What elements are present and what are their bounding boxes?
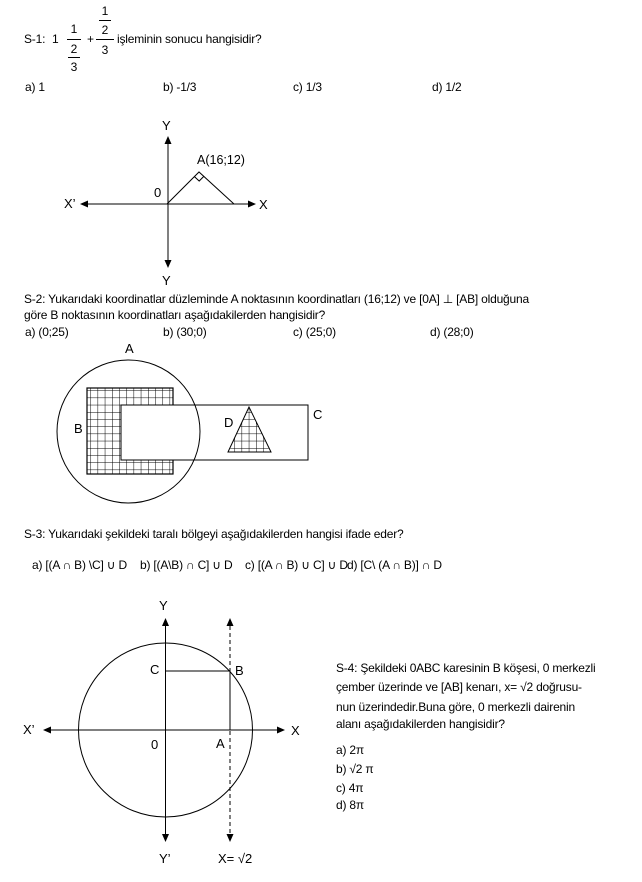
q1-label: S-1: bbox=[24, 32, 46, 46]
q4-option-b: b) √2 π bbox=[336, 762, 374, 776]
q4-text-line2: çember üzerinde ve [AB] kenarı, x= √2 doğrusu- bbox=[336, 680, 582, 694]
q2-text-line2: göre B noktasının koordinatları aşağıdakilerden hangisidir? bbox=[24, 308, 326, 322]
q1-question-text: işleminin sonucu hangisidir? bbox=[117, 32, 262, 46]
q3-question-text: S-3: Yukarıdaki şekildeki taralı bölgeyi aşağıdakilerden hangisi ifade eder? bbox=[24, 527, 404, 541]
fig3-dashed-arrow-down-icon bbox=[227, 834, 234, 842]
fig1-arrow-left-icon bbox=[80, 201, 88, 208]
fig3-label-x-right: X bbox=[291, 723, 300, 738]
q3-option-c: c) [(A ∩ B) ∪ C] ∪ D bbox=[245, 558, 348, 572]
q4-text-line3: nun üzerindedir.Buna göre, 0 merkezli dairenin bbox=[336, 700, 575, 714]
fig1-arrow-right-icon bbox=[248, 201, 256, 208]
q2-option-d: d) (28;0) bbox=[430, 325, 474, 339]
q2-option-b: b) (30;0) bbox=[163, 325, 207, 339]
fig2-label-c: C bbox=[313, 407, 323, 422]
q2-option-c: c) (25;0) bbox=[293, 325, 336, 339]
q1-option-c: c) 1/3 bbox=[293, 80, 322, 94]
fig1-label-x-left: X’ bbox=[64, 196, 76, 211]
q4-option-a: a) 2π bbox=[336, 743, 364, 757]
q3-option-a: a) [(A ∩ B) \C] ∪ D bbox=[32, 558, 127, 572]
fig3-label-line-eq: X= √2 bbox=[218, 851, 253, 866]
q2-option-a: a) (0;25) bbox=[25, 325, 69, 339]
q1-frac2-main-bar bbox=[96, 39, 114, 40]
fig2-label-d: D bbox=[224, 415, 234, 430]
fig1-arrow-down-icon bbox=[165, 260, 172, 268]
fig2-rectangle-c bbox=[121, 405, 308, 460]
q1-frac2-num-num: 1 bbox=[101, 4, 109, 18]
fig2-label-b: B bbox=[74, 421, 83, 436]
q1-frac1-den-den: 3 bbox=[70, 60, 78, 74]
fig3-square-0abc bbox=[166, 671, 231, 730]
coordinate-plane-figure bbox=[40, 110, 280, 292]
fig3-label-c: C bbox=[150, 662, 160, 677]
q1-frac2-num-den: 2 bbox=[101, 23, 109, 37]
fig3-arrow-up-icon bbox=[162, 618, 169, 626]
q1-operator: + bbox=[87, 32, 94, 46]
q1-frac1-den-bar bbox=[68, 57, 80, 58]
q1-option-d: d) 1/2 bbox=[432, 80, 462, 94]
fig3-label-a: A bbox=[216, 736, 225, 751]
q1-frac2-num-bar bbox=[99, 20, 111, 21]
fig3-label-origin: 0 bbox=[151, 737, 159, 752]
q4-text-line4: alanı aşağıdakilerden hangisidir? bbox=[336, 717, 505, 731]
circle-square-figure bbox=[10, 596, 322, 882]
q1-frac1-bar bbox=[67, 39, 81, 40]
fig1-label-y-top: Y bbox=[162, 118, 171, 133]
fig1-right-angle-mark bbox=[194, 176, 203, 181]
fig3-label-y-bottom: Y’ bbox=[159, 851, 171, 866]
venn-diagram-figure bbox=[40, 340, 340, 515]
fig1-triangle bbox=[167, 172, 234, 204]
q1-frac1-den-num: 2 bbox=[70, 42, 78, 56]
fig3-label-y-top: Y bbox=[159, 598, 168, 613]
fig1-label-point-a: A(16;12) bbox=[197, 153, 245, 167]
fig1-arrow-up-icon bbox=[165, 136, 172, 144]
q1-whole-number: 1 bbox=[52, 32, 59, 46]
fig1-label-x-right: X bbox=[259, 197, 268, 212]
q4-option-d: d) 8π bbox=[336, 798, 364, 812]
q3-option-b: b) [(A\B) ∩ C] ∪ D bbox=[140, 558, 233, 572]
fig3-arrow-right-icon bbox=[277, 727, 285, 734]
fig1-label-origin: 0 bbox=[154, 185, 162, 200]
fig3-label-x-left: X’ bbox=[23, 722, 35, 737]
q3-option-d: d) [C\ (A ∩ B)] ∩ D bbox=[347, 558, 442, 572]
fig1-label-y-bottom: Y bbox=[162, 273, 171, 288]
q1-option-b: b) -1/3 bbox=[163, 80, 197, 94]
fig3-arrow-down-icon bbox=[162, 834, 169, 842]
fig2-label-a: A bbox=[125, 341, 134, 356]
q4-option-c: c) 4π bbox=[336, 781, 364, 795]
q2-text-line1: S-2: Yukarıdaki koordinatlar düzleminde A noktasının koordinatları (16;12) ve [0A] ⊥ [AB] olduğuna bbox=[24, 292, 529, 306]
fig3-label-b: B bbox=[235, 663, 244, 678]
q1-frac2-den: 3 bbox=[101, 43, 109, 57]
fig3-dashed-arrow-up-icon bbox=[227, 618, 234, 626]
q4-text-line1: S-4: Şekildeki 0ABC karesinin B köşesi, 0 merkezli bbox=[336, 661, 596, 675]
fig3-arrow-left-icon bbox=[43, 727, 51, 734]
q1-frac1-numerator: 1 bbox=[70, 22, 78, 36]
q1-option-a: a) 1 bbox=[25, 80, 45, 94]
